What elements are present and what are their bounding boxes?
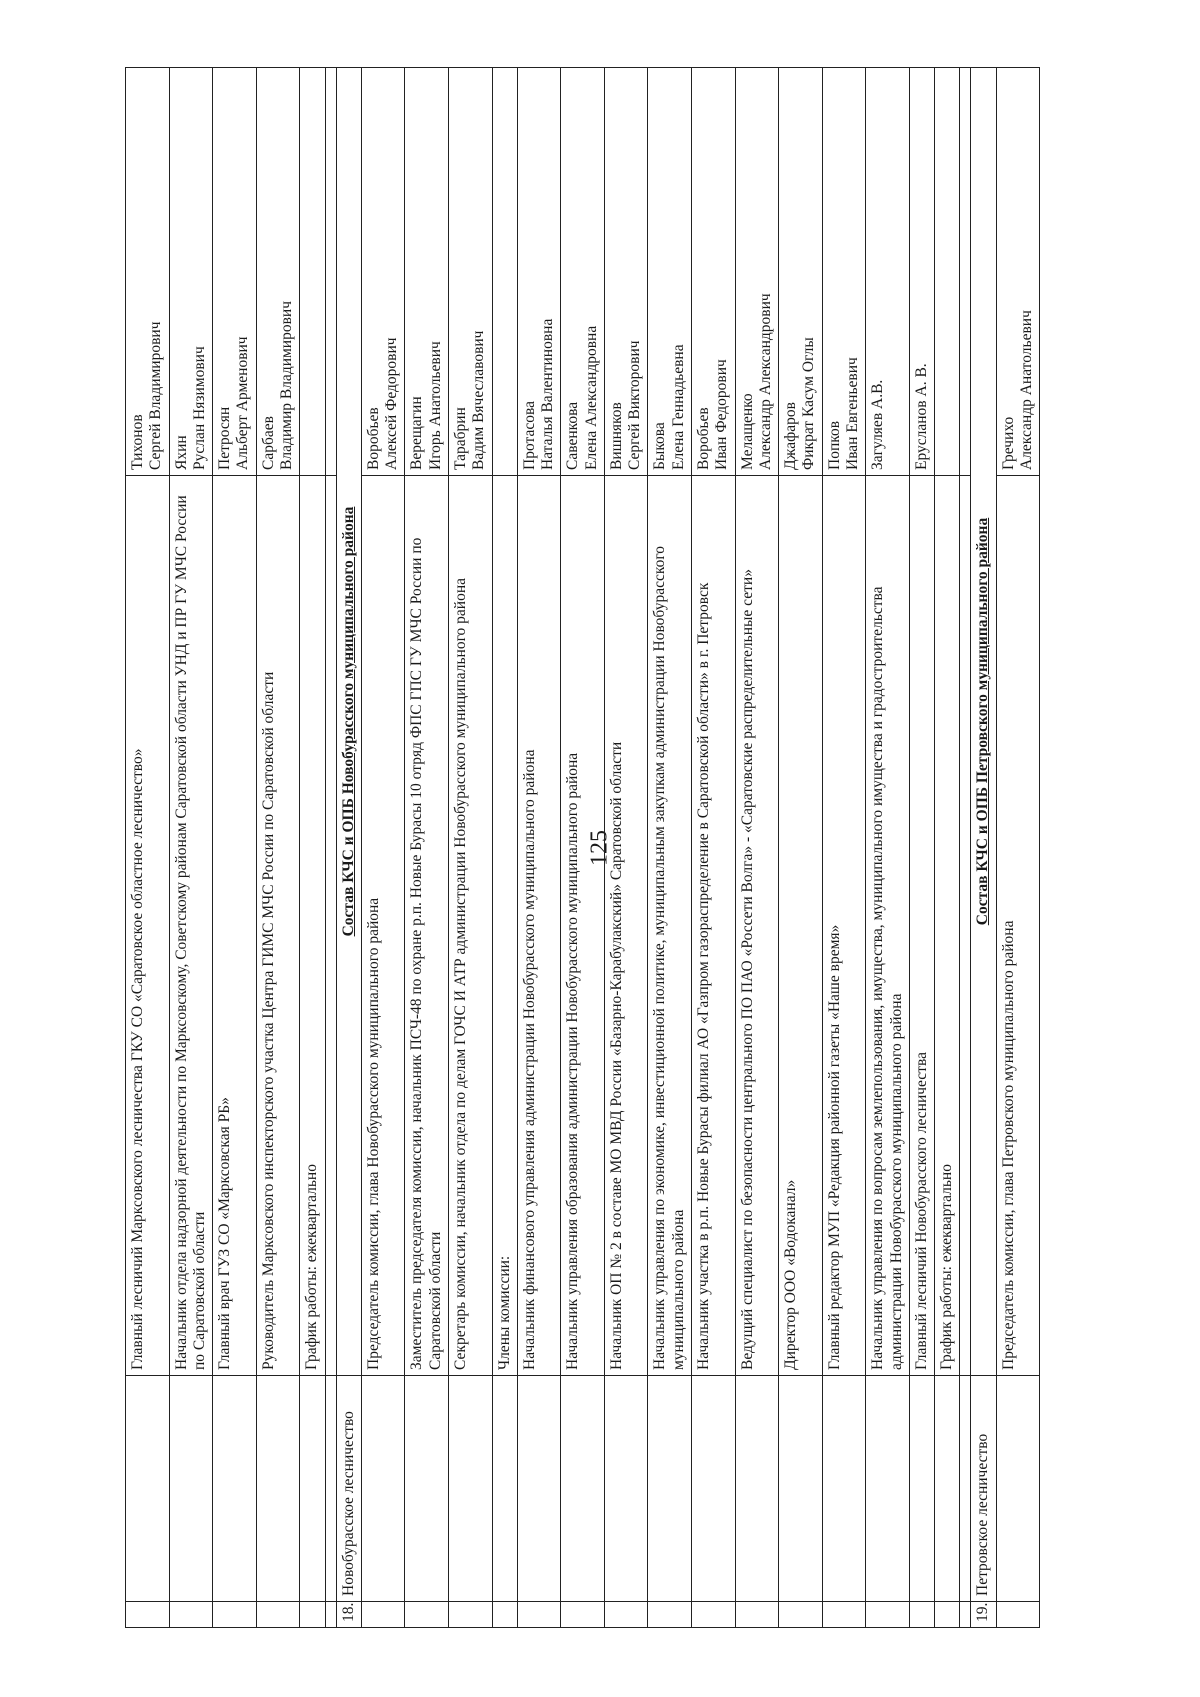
forestry-name — [935, 1376, 960, 1602]
row-number — [935, 1602, 960, 1628]
member-name-line: Сарбаев — [259, 416, 277, 470]
member-name-line: Руслан Нязимович — [190, 346, 208, 470]
position-cell: Секретарь комиссии, начальник отдела по делам ГОЧС И АТР администрации Новобурасского муниципального района — [448, 476, 492, 1376]
member-name-line: Воробьев — [695, 407, 713, 470]
forestry-name — [405, 1376, 449, 1602]
member-name — [779, 68, 823, 476]
member-name-line: Наталья Валентиновна — [539, 318, 557, 470]
member-name-line: Попков — [825, 420, 843, 470]
position-cell: Председатель комиссии, глава Новобурасского муниципального района — [361, 476, 405, 1376]
row-number: 18. — [336, 1602, 361, 1628]
row-number — [996, 1602, 1040, 1628]
forestry-name — [517, 1376, 561, 1602]
forestry-name: Новобурасское лесничество — [336, 1376, 361, 1602]
member-name-line: Вишняков — [607, 402, 625, 470]
member-name-line: Савенкова — [564, 401, 582, 470]
table-row — [779, 68, 823, 1628]
member-name — [448, 68, 492, 476]
member-name-line: Иван Евгеньевич — [844, 357, 861, 470]
forestry-name — [492, 1376, 517, 1602]
forestry-name — [692, 1376, 736, 1602]
row-number: 19. — [971, 1602, 996, 1628]
member-name — [692, 68, 736, 476]
member-name-line: Игорь Анатольевич — [426, 341, 444, 470]
table-row — [517, 68, 561, 1628]
table-row — [126, 68, 170, 1628]
position-cell: Начальник управления по вопросам землепользования, имущества, муниципального имущества и градостроительства администрации Новобурасского муниципального района — [866, 476, 910, 1376]
section-heading: Состав КЧС и ОПБ Петровского муниципального района — [971, 68, 996, 1376]
member-name — [405, 68, 449, 476]
row-number — [735, 1602, 779, 1628]
row-number — [692, 1602, 736, 1628]
table-row — [405, 68, 449, 1628]
row-number — [822, 1602, 866, 1628]
table-row — [735, 68, 779, 1628]
blank-cell — [325, 476, 336, 1376]
row-number — [561, 1602, 605, 1628]
table-row — [448, 68, 492, 1628]
row-number — [909, 1602, 934, 1628]
member-name — [517, 68, 561, 476]
member-name-line: Фикрат Касум Оглы — [800, 337, 818, 470]
row-number — [648, 1602, 692, 1628]
member-name — [126, 68, 170, 476]
position-cell: Главный редактор МУП «Редакция районной газеты «Наше время» — [822, 476, 866, 1376]
member-name — [300, 68, 325, 476]
member-name-line: Джафаров — [782, 402, 800, 470]
table-row — [909, 68, 934, 1628]
position-cell: Начальник отдела надзорной деятельности по Марксовскому, Советскому районам Саратовской области УНД и ПР ГУ МЧС России по Саратовской области — [169, 476, 213, 1376]
row-number — [405, 1602, 449, 1628]
row-number — [604, 1602, 648, 1628]
table-row — [648, 68, 692, 1628]
member-name-line: Тихонов — [129, 414, 146, 470]
member-name-line: Александр Александрович — [756, 293, 774, 470]
position-cell: Начальник управления по экономике, инвестиционной политике, муниципальным закупкам администрации Новобурасского муниципального района — [648, 476, 692, 1376]
position-cell: Начальник участка в р.п. Новые Бурасы филиал АО «Газпром газораспределение в Саратовской области» в г. Петровск — [692, 476, 736, 1376]
member-name-line: Еруcланов А. В. — [912, 363, 930, 470]
forestry-name — [300, 1376, 325, 1602]
member-name-line: Владимир Владимирович — [277, 300, 295, 470]
forestry-name — [604, 1376, 648, 1602]
table-row — [935, 68, 960, 1628]
forestry-name — [256, 1376, 300, 1602]
member-name-line: Гречихо — [999, 416, 1017, 470]
member-name-line: Сергей Владимирович — [147, 321, 165, 470]
table-row — [692, 68, 736, 1628]
table-row — [213, 68, 257, 1628]
position-cell: Заместитель председателя комиссии, начальник ПСЧ-48 по охране р.п. Новые Бурасы 10 отряд ФПС ГПС ГУ МЧС России по Саратовской области — [405, 476, 449, 1376]
rotated-page-content — [125, 68, 1075, 1628]
position-cell: Главный лесничий Новобурасского лесничества — [909, 476, 934, 1376]
member-name-line: Алексей Федорович — [383, 337, 401, 470]
row-number — [866, 1602, 910, 1628]
member-name — [648, 68, 692, 476]
row-number — [517, 1602, 561, 1628]
member-name-line: Александр Анатольевич — [1017, 310, 1035, 470]
page-number: 125 — [586, 830, 613, 866]
member-name-line: Елена Александровна — [582, 325, 600, 470]
member-name-line: Мелащенко — [738, 393, 756, 470]
position-cell: Руководитель Марксовского инспекторского участка Центра ГИМС МЧС России по Саратовской области — [256, 476, 300, 1376]
position-cell: Главный лесничий Марксовского лесничества ГКУ СО «Саратовское областное лесничество» — [126, 476, 170, 1376]
member-name-line: Альберт Арменович — [234, 336, 252, 470]
blank-row — [960, 68, 971, 1628]
table-row — [169, 68, 213, 1628]
section-heading-row — [971, 68, 996, 1628]
forestry-name — [648, 1376, 692, 1602]
table-row — [866, 68, 910, 1628]
member-name — [909, 68, 934, 476]
blank-cell — [325, 1602, 336, 1628]
table-body — [126, 68, 1040, 1628]
position-cell: Директор ООО «Водоканал» — [779, 476, 823, 1376]
member-name-line: Загуляев А.В. — [869, 379, 887, 470]
row-number — [448, 1602, 492, 1628]
member-name-line: Быкова — [651, 422, 669, 470]
forestry-name — [561, 1376, 605, 1602]
table-row — [300, 68, 325, 1628]
forestry-name — [213, 1376, 257, 1602]
position-cell: Ведущий специалист по безопасности центрального ПО ПАО «Россети Волга» - «Саратовские распределительные сети» — [735, 476, 779, 1376]
member-name — [996, 68, 1040, 476]
position-cell: Начальник ОП № 2 в составе МО МВД России «Базарно-Карабулакский» Саратовской области — [604, 476, 648, 1376]
member-name-line: Сергей Викторович — [626, 340, 644, 470]
member-name-line: Иван Федорович — [713, 359, 731, 470]
member-name-line: Тарабрин — [451, 407, 469, 470]
row-number — [492, 1602, 517, 1628]
row-number — [361, 1602, 405, 1628]
row-number — [300, 1602, 325, 1628]
forestry-name — [909, 1376, 934, 1602]
member-name — [604, 68, 648, 476]
blank-cell — [960, 1376, 971, 1602]
row-number — [256, 1602, 300, 1628]
member-name — [866, 68, 910, 476]
forestry-name — [169, 1376, 213, 1602]
member-name-line: Воробьев — [364, 407, 382, 470]
member-name-line: Елена Геннадьевна — [669, 344, 687, 470]
blank-row — [325, 68, 336, 1628]
member-name-line: Вадим Вячеславович — [470, 330, 488, 470]
position-cell: Члены комиссии: — [492, 476, 517, 1376]
table-row — [492, 68, 517, 1628]
table-row — [822, 68, 866, 1628]
member-name — [256, 68, 300, 476]
member-name — [213, 68, 257, 476]
blank-cell — [325, 68, 336, 476]
blank-cell — [960, 476, 971, 1376]
commission-table — [125, 67, 1040, 1628]
blank-cell — [960, 1602, 971, 1628]
forestry-name — [448, 1376, 492, 1602]
blank-cell — [960, 68, 971, 476]
row-number — [779, 1602, 823, 1628]
section-heading-row — [336, 68, 361, 1628]
forestry-name — [996, 1376, 1040, 1602]
forestry-name: Петровское лесничество — [971, 1376, 996, 1602]
member-name — [169, 68, 213, 476]
member-name — [822, 68, 866, 476]
row-number — [126, 1602, 170, 1628]
position-cell: Председатель комиссии, глава Петровского муниципального района — [996, 476, 1040, 1376]
section-heading: Состав КЧС и ОПБ Новобурасского муниципального района — [336, 68, 361, 1376]
table-row — [361, 68, 405, 1628]
table-row — [996, 68, 1040, 1628]
position-cell: Начальник финансового управления администрации Новобурасского муниципального района — [517, 476, 561, 1376]
forestry-name — [126, 1376, 170, 1602]
table-row — [256, 68, 300, 1628]
row-number — [213, 1602, 257, 1628]
member-name — [492, 68, 517, 476]
table-row — [561, 68, 605, 1628]
position-cell: Начальник управления образования администрации Новобурасского муниципального района — [561, 476, 605, 1376]
forestry-name — [822, 1376, 866, 1602]
blank-cell — [325, 1376, 336, 1602]
position-cell: Главный врач ГУЗ СО «Марксовская РБ» — [213, 476, 257, 1376]
row-number — [169, 1602, 213, 1628]
member-name-line: Петросян — [216, 406, 234, 470]
member-name — [561, 68, 605, 476]
table-row — [604, 68, 648, 1628]
position-cell: График работы: ежеквартально — [300, 476, 325, 1376]
member-name-line: Яхин — [172, 435, 190, 470]
member-name-line: Верещагин — [408, 396, 426, 470]
member-name-line: Протасова — [520, 401, 538, 470]
member-name — [735, 68, 779, 476]
member-name — [935, 68, 960, 476]
forestry-name — [779, 1376, 823, 1602]
forestry-name — [735, 1376, 779, 1602]
forestry-name — [866, 1376, 910, 1602]
forestry-name — [361, 1376, 405, 1602]
position-cell: График работы: ежеквартально — [935, 476, 960, 1376]
member-name — [361, 68, 405, 476]
